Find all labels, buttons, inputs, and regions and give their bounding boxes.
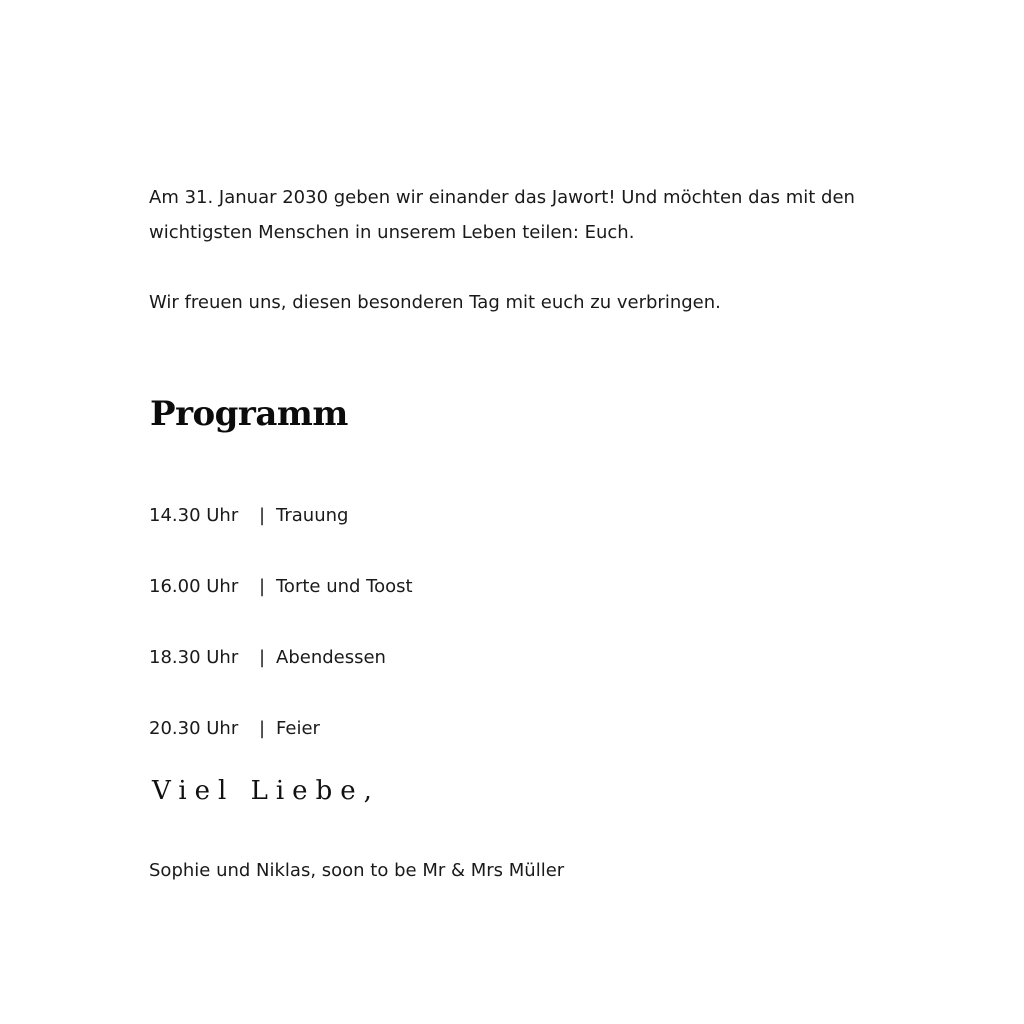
program-item-event: Torte und Toost	[276, 576, 413, 597]
program-item-time: 20.30 Uhr	[149, 718, 239, 739]
signature: Sophie und Niklas, soon to be Mr & Mrs Müller	[149, 860, 565, 881]
program-item-event: Trauung	[276, 505, 349, 526]
closing-greeting: Viel Liebe,	[152, 776, 380, 806]
program-item-separator: |	[259, 576, 266, 597]
program-item-time: 16.00 Uhr	[149, 576, 239, 597]
intro-line-1: Am 31. Januar 2030 geben wir einander das Jawort! Und möchten das mit den	[149, 187, 855, 208]
program-item-event: Abendessen	[276, 647, 386, 668]
intro-paragraph	[149, 180, 949, 250]
program-heading: Programm	[150, 394, 348, 434]
program-item-separator: |	[259, 647, 266, 668]
program-item-event: Feier	[276, 718, 320, 739]
program-item	[149, 646, 386, 670]
intro-line-2: wichtigsten Menschen in unserem Leben teilen: Euch.	[149, 222, 635, 243]
program-item-time: 14.30 Uhr	[149, 505, 239, 526]
intro-line-3: Wir freuen uns, diesen besonderen Tag mit euch zu verbringen.	[149, 292, 721, 313]
program-item	[149, 717, 320, 741]
program-item-separator: |	[259, 505, 266, 526]
program-item	[149, 575, 413, 599]
program-item	[149, 504, 348, 528]
program-item-time: 18.30 Uhr	[149, 647, 239, 668]
program-item-separator: |	[259, 718, 266, 739]
